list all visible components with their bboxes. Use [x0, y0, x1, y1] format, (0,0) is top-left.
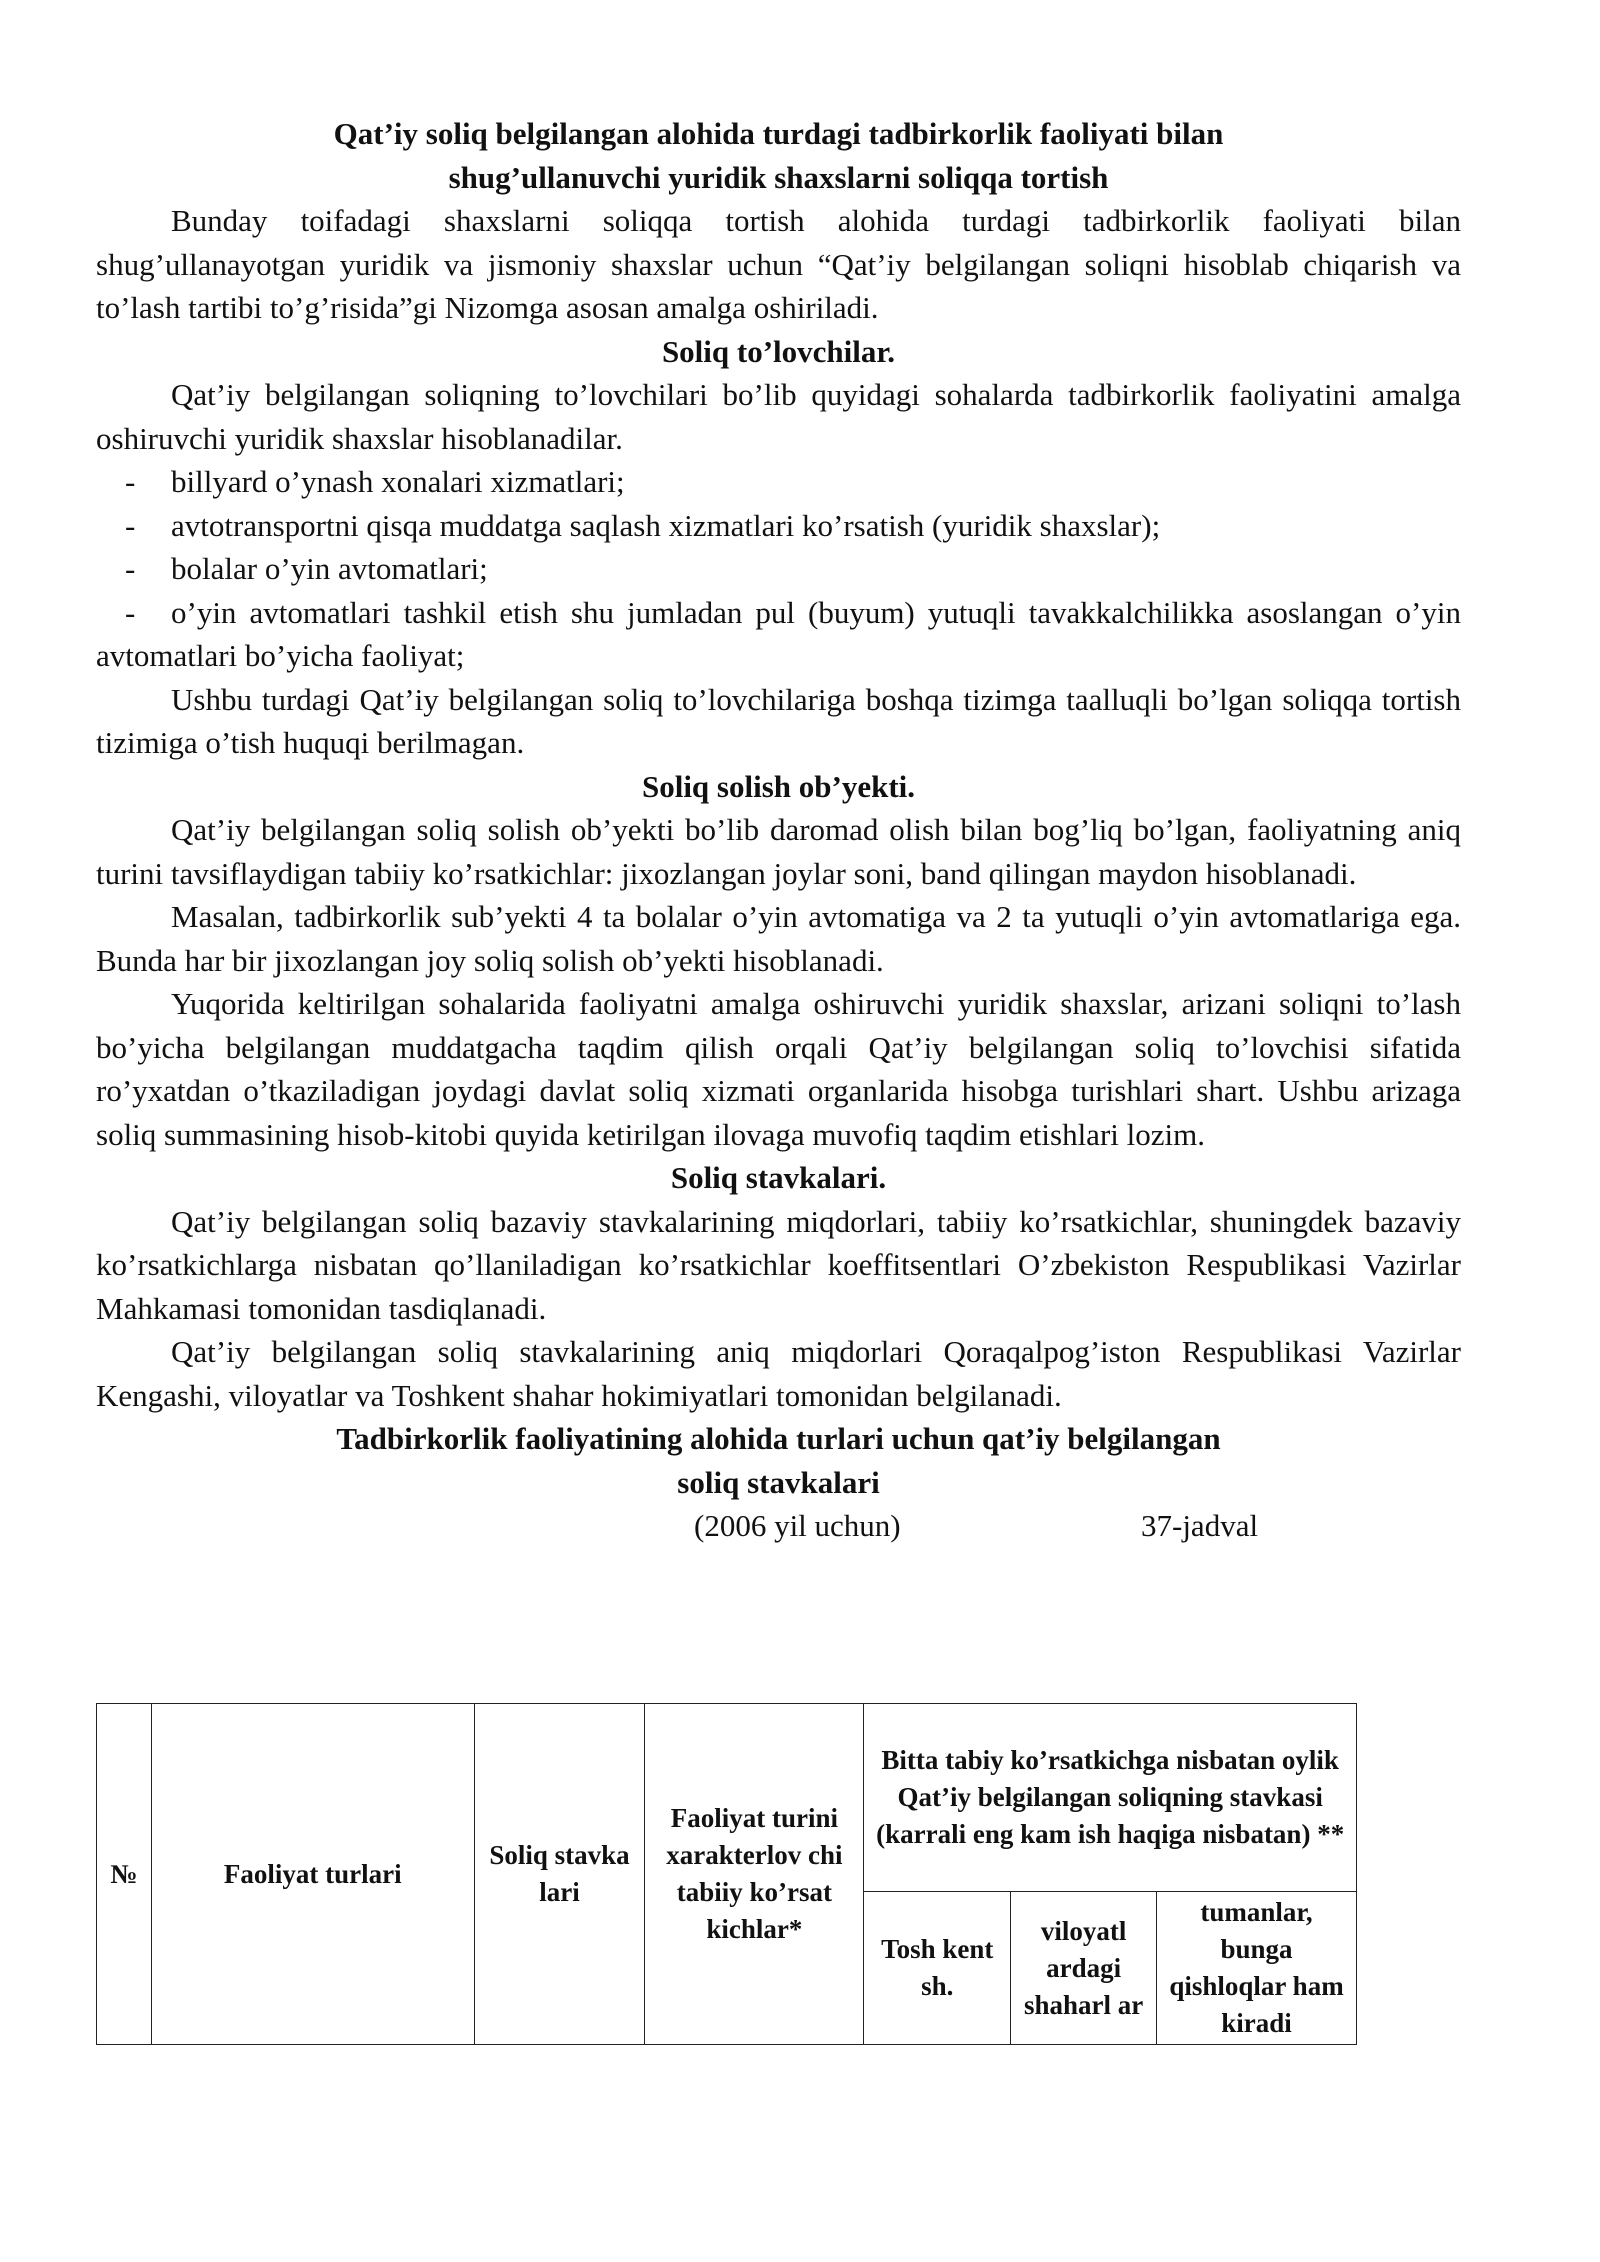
- list-item: [96, 504, 1461, 548]
- header-tax-rates: Soliq stavka lari: [474, 1704, 645, 2045]
- dash-bullet: -: [125, 464, 136, 499]
- table-caption: [96, 1504, 1461, 1548]
- table-year: (2006 yil uchun): [694, 1508, 901, 1543]
- section-title-payers: Soliq to’lovchilar.: [661, 333, 896, 369]
- document-page: [96, 112, 1461, 1548]
- header-number: №: [97, 1704, 152, 2045]
- table-number: 37-jadval: [1141, 1508, 1259, 1543]
- intro-paragraph: Bunday toifadagi shaxslarni soliqqa tortish alohida turdagi tadbirkorlik faoliyati bilan shug’ullanayotgan yuridik va jismoniy shaxslar uchun “Qat’iy belgilangan soliqni hisoblab chiqarish va to’lash tartibi to’g’risida”gi Nizomga asosan amalga oshiriladi.: [96, 203, 1461, 325]
- header-regional-cities: viloyatl ardagi shaharl ar: [1011, 1892, 1157, 2045]
- rates-paragraph-1: Qat’iy belgilangan soliq bazaviy stavkalarining miqdorlari, tabiiy ko’rsatkichlar, shuningdek bazaviy ko’rsatkichlarga nisbatan qo’llaniladigan ko’rsatkichlar koeffitsentlari O’zbekiston Respublikasi Vazirlar Mahkamasi tomonidan tasdiqlanadi.: [96, 1203, 1461, 1326]
- rates-paragraph-2: Qat’iy belgilangan soliq stavkalarining aniq miqdorlari Qoraqalpog’iston Respublikasi Vazirlar Kengashi, viloyatlar va Toshkent shahar hokimiyatlari tomonidan belgilanadi.: [96, 1334, 1461, 1413]
- payers-note: Ushbu turdagi Qat’iy belgilangan soliq to’lovchilariga boshqa tizimga taalluqli bo’lgan soliqqa tortish tizimiga o’tish huquqi berilmagan.: [96, 681, 1461, 760]
- list-item: [96, 460, 1461, 504]
- table-title-line-1: Tadbirkorlik faoliyatining alohida turlari uchun qat’iy belgilangan: [336, 1421, 1221, 1456]
- main-heading-line-2: shug’ullanuvchi yuridik shaxslarni soliqqa tortish: [448, 159, 1109, 195]
- header-districts: tumanlar, bunga qishloqlar ham kiradi: [1157, 1892, 1357, 2045]
- list-item-text: avtotransportni qisqa muddatga saqlash xizmatlari ko’rsatish (yuridik shaxslar);: [171, 507, 1161, 543]
- object-paragraph-3: Yuqorida keltirilgan sohalarida faoliyatni amalga oshiruvchi yuridik shaxslar, arizani soliqni to’lash bo’yicha belgilangan muddatgacha taqdim qilish orqali Qat’iy belgilangan soliq to’lovchisi sifatida ro’yxatdan o’tkaziladigan joydagi davlat soliq xizmati organlarida hisobga turishlari shart. Ushbu arizaga soliq summasining hisob-kitobi quyida ketirilgan ilovaga muvofiq taqdim etishlari lozim.: [96, 986, 1461, 1152]
- rates-table: [96, 1703, 1357, 2045]
- list-item-text: billyard o’ynash xonalari xizmatlari;: [171, 464, 625, 499]
- header-natural-indicators: Faoliyat turini xarakterlov chi tabiiy ko’rsat kichlar*: [645, 1704, 864, 2045]
- header-monthly-rate-group: Bitta tabiy ko’rsatkichga nisbatan oylik Qat’iy belgilangan soliqning stavkasi (karrali eng kam ish haqiga nisbatan) **: [864, 1704, 1357, 1892]
- dash-bullet: -: [125, 594, 136, 630]
- list-item: [96, 547, 1461, 591]
- list-item: [96, 591, 1461, 678]
- object-paragraph-1: Qat’iy belgilangan soliq solish ob’yekti bo’lib daromad olish bilan bog’liq bo’lgan, faoliyatning aniq turini tavsiflaydigan tabiiy ko’rsatkichlar: jixozlangan joylar soni, band qilingan maydon hisoblanadi.: [96, 812, 1461, 891]
- table-title-line-2: soliq stavkalari: [677, 1464, 880, 1500]
- list-item-text: bolalar o’yin avtomatlari;: [171, 551, 488, 586]
- object-paragraph-2: Masalan, tadbirkorlik sub’yekti 4 ta bolalar o’yin avtomatiga va 2 ta yutuqli o’yin avtomatlariga ega. Bunda har bir jixozlangan joy soliq solish ob’yekti hisoblanadi.: [96, 899, 1461, 978]
- dash-bullet: -: [125, 507, 136, 543]
- dash-bullet: -: [125, 551, 136, 586]
- section-title-object: Soliq solish ob’yekti.: [641, 768, 916, 804]
- header-activity-types: Faoliyat turlari: [151, 1704, 474, 2045]
- payers-intro: Qat’iy belgilangan soliqning to’lovchilari bo’lib quyidagi sohalarda tadbirkorlik faoliyatini amalga oshiruvchi yuridik shaxslar hisoblanadilar.: [96, 377, 1461, 456]
- header-tashkent-city: Tosh kent sh.: [864, 1892, 1011, 2045]
- main-heading-line-1: Qat’iy soliq belgilangan alohida turdagi tadbirkorlik faoliyati bilan: [333, 116, 1224, 151]
- section-title-rates: Soliq stavkalari.: [670, 1160, 887, 1195]
- list-item-text: o’yin avtomatlari tashkil etish shu jumladan pul (buyum) yutuqli tavakkalchilikka asoslangan o’yin avtomatlari bo’yicha faoliyat;: [96, 594, 1461, 673]
